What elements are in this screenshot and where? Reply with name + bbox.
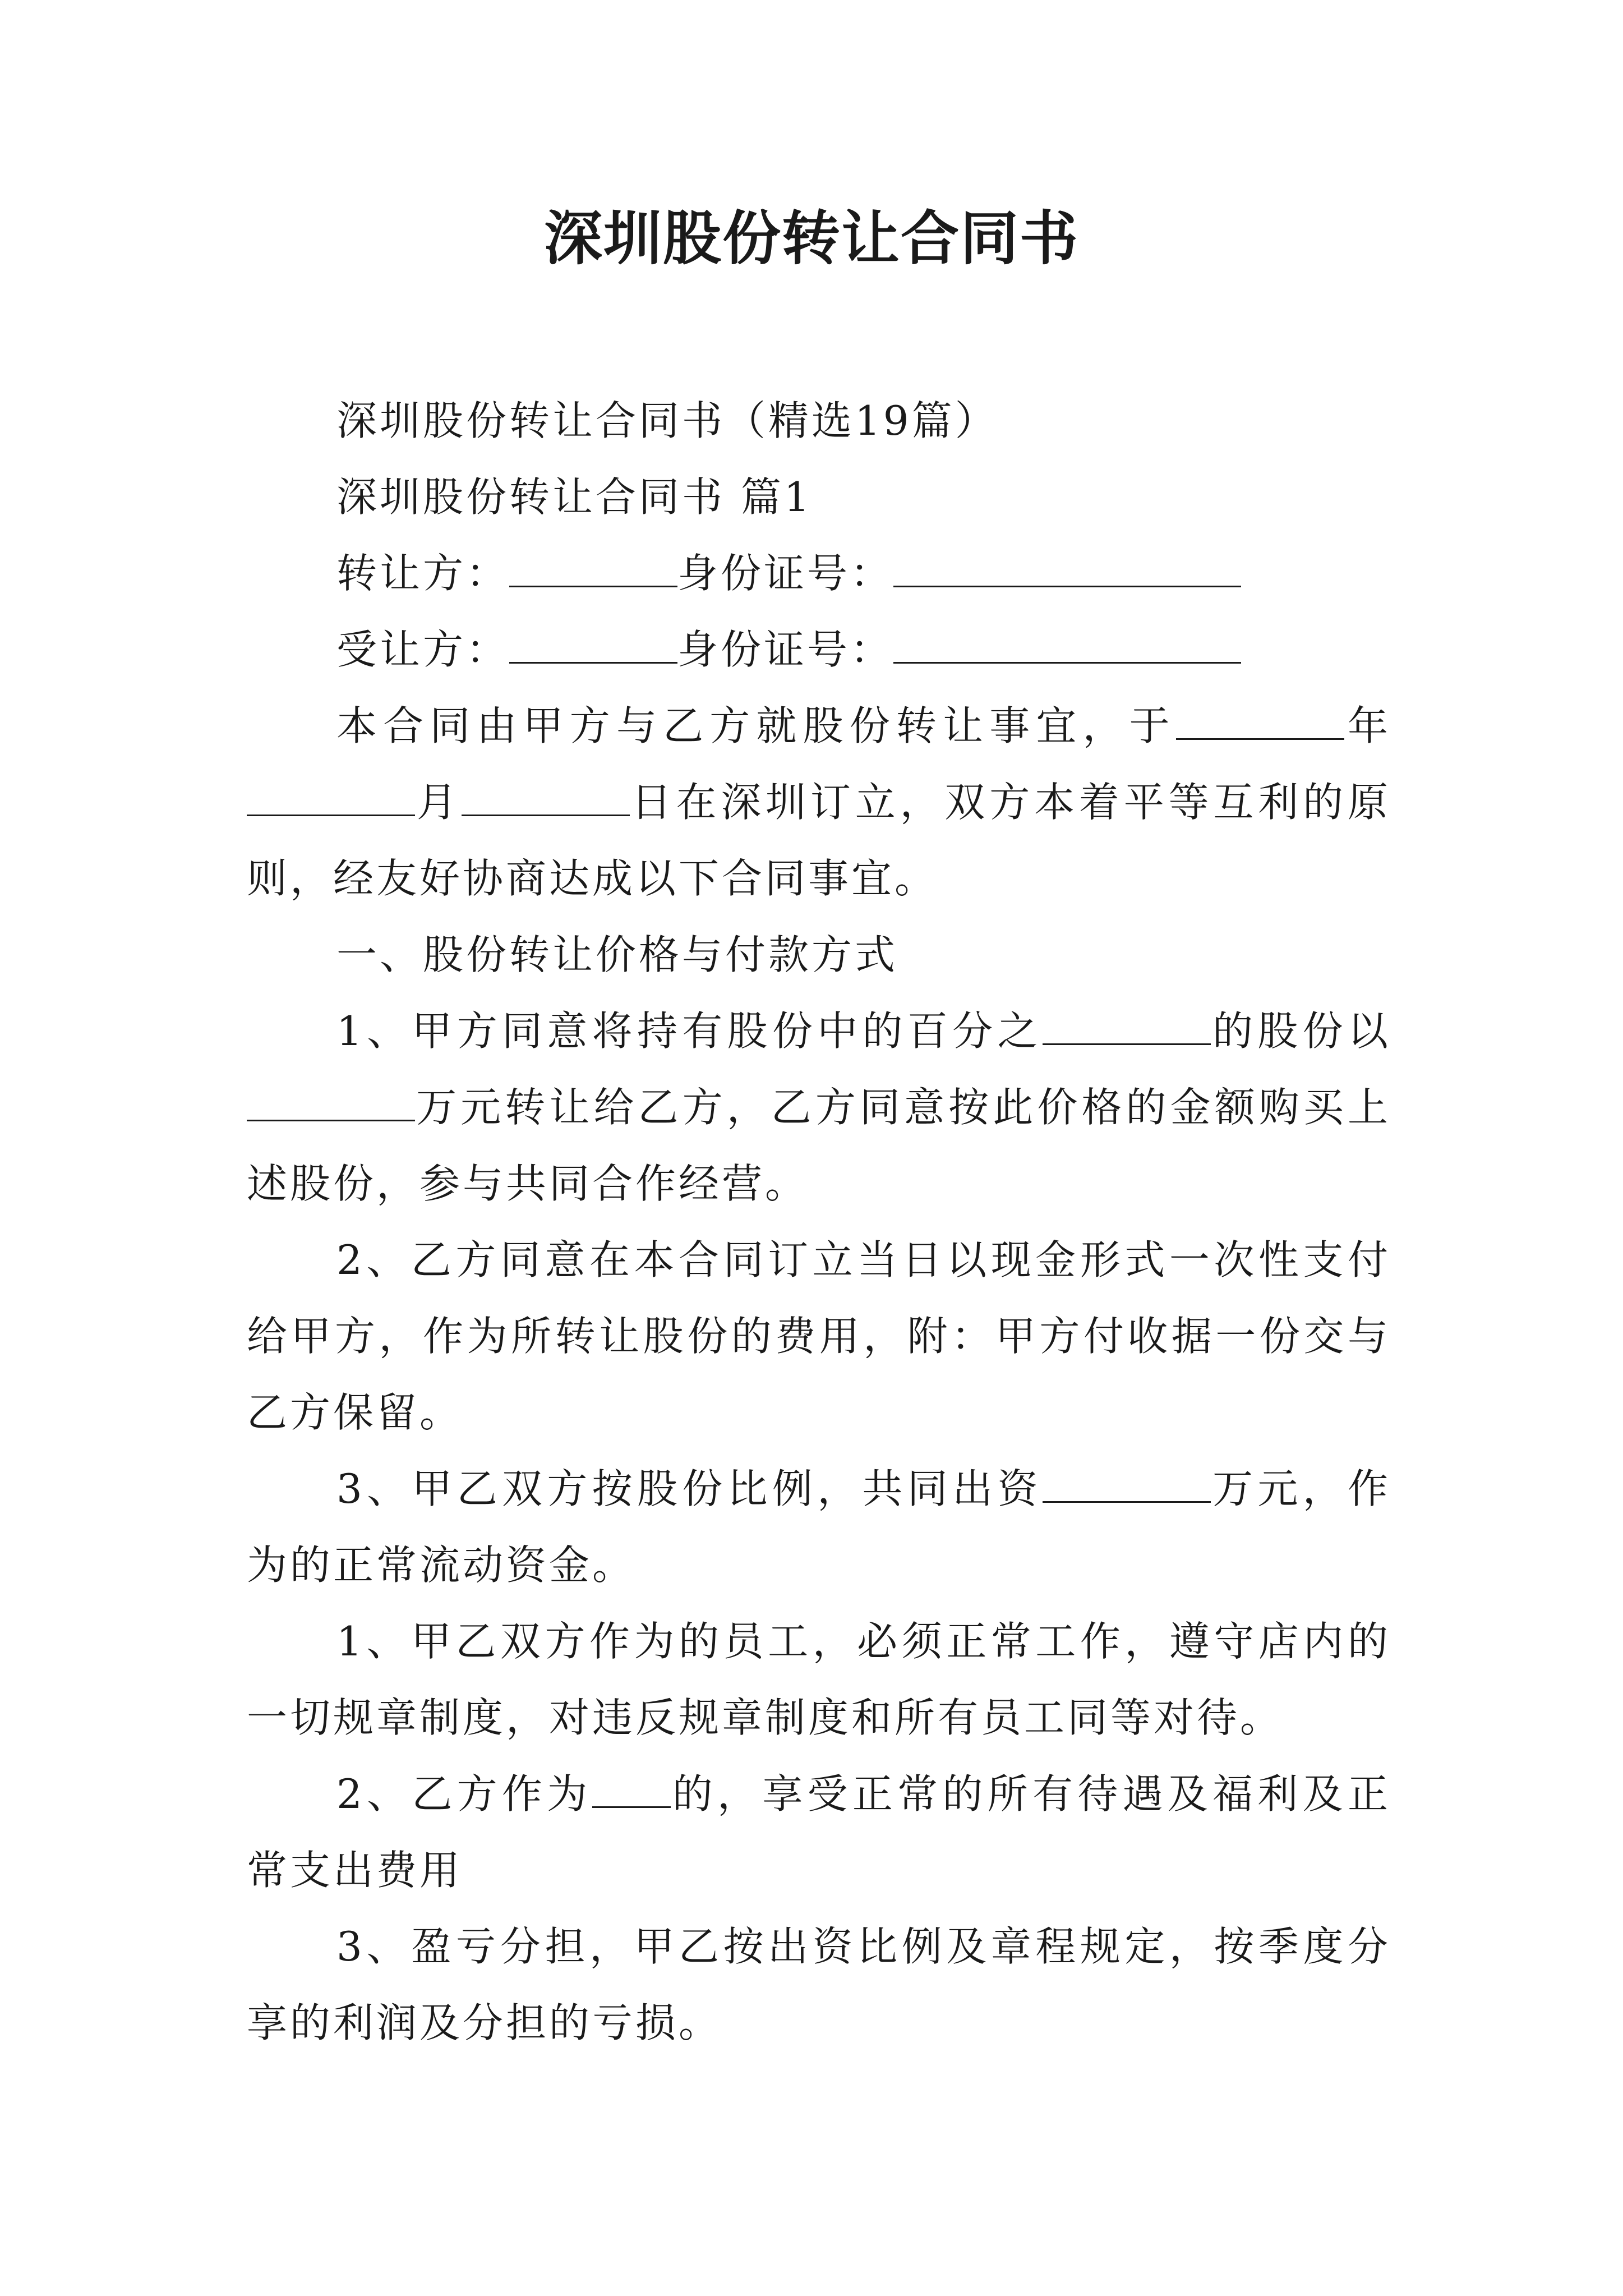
item3-text-a: 3、甲乙双方按股份比例，共同出资 [336,1465,1043,1512]
subtitle: 深圳股份转让合同书（精选19篇） [336,397,998,444]
document-title: 深圳股份转让合同书 [543,204,1079,273]
item-6: 3、盈亏分担，甲乙按出资比例及章程规定，按季度分享的利润及分担的亏损。 [247,1923,1391,2046]
item1-text-a: 1、甲方同意将持有股份中的百分之 [336,1007,1043,1055]
item1-text-c: 万元转让给乙方，乙方同意按此价格的金额购买上述股份，参与共同合作经营。 [247,1084,1391,1207]
item-1 [247,993,1391,1222]
transferee-id-label: 身份证号： [677,626,894,673]
transferor-line [247,535,1391,611]
intro-paragraph [247,688,1391,917]
item-4: 1、甲乙双方作为的员工，必须正常工作，遵守店内的一切规章制度，对违反规章制度和所有员工同等对待。 [247,1618,1391,1741]
transferor-id-blank [893,545,1241,587]
transferee-line [247,611,1391,688]
heading-1: 一、股份转让价格与付款方式 [336,931,898,978]
item-3 [247,1451,1391,1603]
transferor-id-label: 身份证号： [677,550,894,597]
transferor-label: 转让方： [336,550,510,597]
item5-text-a: 2、乙方作为 [336,1770,592,1818]
intro-month: 月 [415,779,462,826]
intro-text-2: 日在深圳订立，双方本着平等互利的原则，经友好协商达成以下合同事宜。 [247,779,1391,902]
intro-year: 年 [1344,702,1391,749]
year-blank [1176,698,1344,740]
month-value-blank [247,774,415,816]
item5-text-b: 的，享受正常的所有待遇及福利及正常支出费用 [247,1770,1391,1894]
item-2: 2、乙方同意在本合同订立当日以现金形式一次性支付给甲方，作为所转让股份的费用，附：甲方付收据一份交与乙方保留。 [247,1236,1391,1436]
amount-blank [247,1079,415,1121]
item3-text-b: 万元，作为的正常流动资金。 [247,1465,1391,1589]
percent-blank [1043,1003,1211,1045]
document-body [247,383,1391,2061]
intro-text-1: 本合同由甲方与乙方就股份转让事宜，于 [336,702,1176,749]
transferee-label: 受让方： [336,626,510,673]
transferee-name-blank [509,622,677,664]
transferor-name-blank [509,545,677,587]
role-blank [592,1766,671,1808]
item1-text-b: 的股份以 [1210,1007,1391,1055]
capital-blank [1043,1461,1211,1503]
transferee-id-blank [893,622,1241,664]
day-blank [462,774,630,816]
section-heading: 深圳股份转让合同书 篇1 [336,473,813,521]
item-5 [247,1756,1391,1908]
